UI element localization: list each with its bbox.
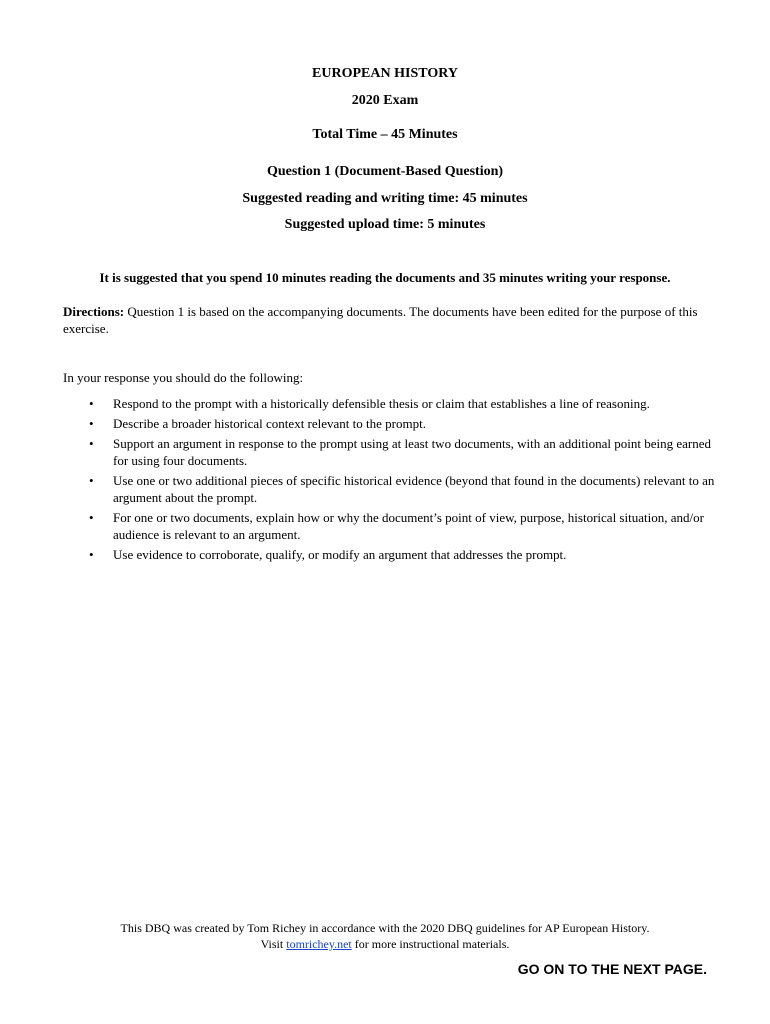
bullet-icon: • — [89, 547, 94, 562]
bullet-icon: • — [89, 510, 94, 525]
list-item — [63, 395, 715, 412]
directions-label: Directions: — [63, 304, 125, 319]
upload-time: Suggested upload time: 5 minutes — [284, 217, 486, 232]
list-item — [63, 509, 715, 543]
go-on-notice: GO ON TO THE NEXT PAGE. — [517, 961, 707, 977]
list-item — [63, 472, 715, 506]
footer-line-1: This DBQ was created by Tom Richey in accordance with the 2020 DBQ guidelines for AP European History. — [120, 921, 650, 935]
reading-time: Suggested reading and writing time: 45 minutes — [242, 191, 528, 206]
bullet-icon: • — [89, 416, 94, 431]
footer-line-2 — [0, 936, 770, 952]
list-item-text: Use one or two additional pieces of specific historical evidence (beyond that found in the documents) relevant to an argument about the prompt. — [113, 473, 715, 505]
footer-rest: for more instructional materials. — [351, 937, 510, 951]
website-link[interactable]: tomrichey.net — [286, 937, 352, 951]
bullet-icon: • — [89, 473, 94, 488]
requirements-list — [63, 395, 715, 566]
total-time: Total Time – 45 Minutes — [312, 127, 458, 142]
subject-title: EUROPEAN HISTORY — [312, 66, 458, 81]
list-item — [63, 435, 715, 469]
footer-credit — [0, 920, 770, 952]
directions-text: Question 1 is based on the accompanying documents. The documents have been edited for the purpose of this exercise. — [63, 304, 698, 336]
list-item — [63, 415, 715, 432]
time-suggestion: It is suggested that you spend 10 minutes reading the documents and 35 minutes writing your response. — [99, 270, 671, 285]
response-intro: In your response you should do the following: — [63, 370, 304, 385]
list-item-text: Respond to the prompt with a historically defensible thesis or claim that establishes a line of reasoning. — [113, 396, 650, 411]
exam-year: 2020 Exam — [351, 93, 419, 108]
list-item-text: Describe a broader historical context relevant to the prompt. — [113, 416, 426, 431]
bullet-icon: • — [89, 436, 94, 451]
bullet-icon: • — [89, 396, 94, 411]
list-item — [63, 546, 715, 563]
question-title: Question 1 (Document-Based Question) — [266, 164, 504, 179]
directions-paragraph — [63, 303, 715, 337]
list-item-text: For one or two documents, explain how or why the document’s point of view, purpose, historical situation, and/or audience is relevant to an argument. — [113, 510, 704, 542]
footer-visit: Visit — [260, 937, 287, 951]
list-item-text: Support an argument in response to the prompt using at least two documents, with an additional point being earned for using four documents. — [113, 436, 712, 468]
list-item-text: Use evidence to corroborate, qualify, or modify an argument that addresses the prompt. — [113, 547, 567, 562]
